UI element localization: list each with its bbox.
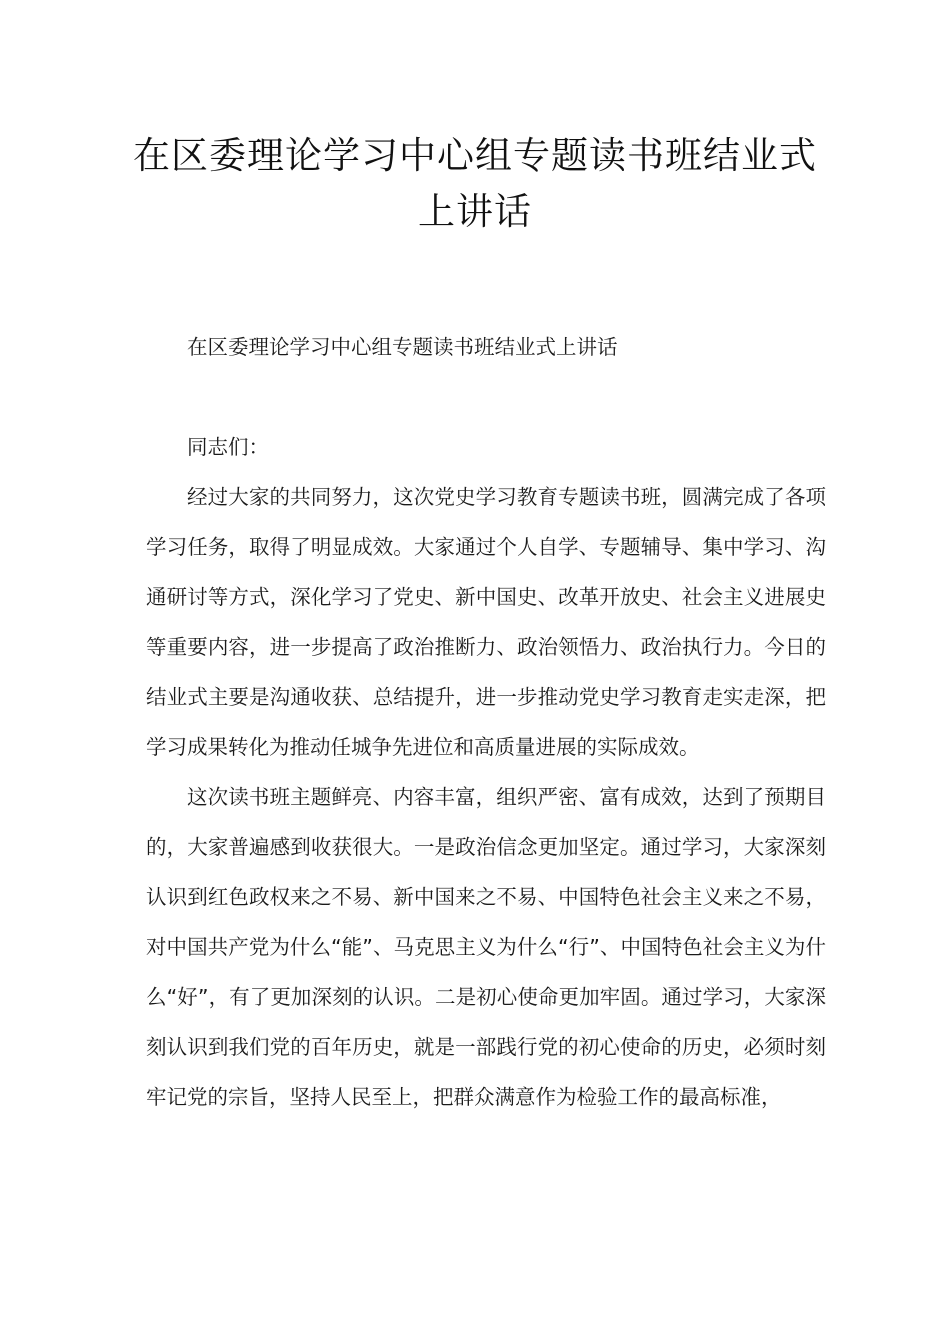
document-subtitle: 在区委理论学习中心组专题读书班结业式上讲话 bbox=[187, 335, 618, 359]
salutation: 同志们： bbox=[187, 435, 269, 459]
document-body bbox=[146, 322, 826, 1122]
paragraph-2: 这次读书班主题鲜亮、内容丰富，组织严密、富有成效，达到了预期目的，大家普遍感到收获很大。一是政治信念更加坚定。通过学习，大家深刻认识到红色政权来之不易、新中国来之不易、中国特色社会主义来之不易，对中国共产党为什么“能”、马克思主义为什么“行”、中国特色社会主义为什么“好”，有了更加深刻的认识。二是初心使命更加牢固。通过学习，大家深刻认识到我们党的百年历史，就是一部践行党的初心使命的历史，必须时刻牢记党的宗旨，坚持人民至上，把群众满意作为检验工作的最高标准， bbox=[146, 785, 826, 1109]
paragraph-1: 经过大家的共同努力，这次党史学习教育专题读书班，圆满完成了各项学习任务，取得了明显成效。大家通过个人自学、专题辅导、集中学习、沟通研讨等方式，深化学习了党史、新中国史、改革开放史、社会主义进展史等重要内容，进一步提高了政治推断力、政治领悟力、政治执行力。今日的结业式主要是沟通收获、总结提升，进一步推动党史学习教育走实走深，把学习成果转化为推动任城争先进位和高质量进展的实际成效。 bbox=[146, 485, 826, 759]
document-title: 在区委理论学习中心组专题读书班结业式上讲话 bbox=[133, 134, 817, 233]
